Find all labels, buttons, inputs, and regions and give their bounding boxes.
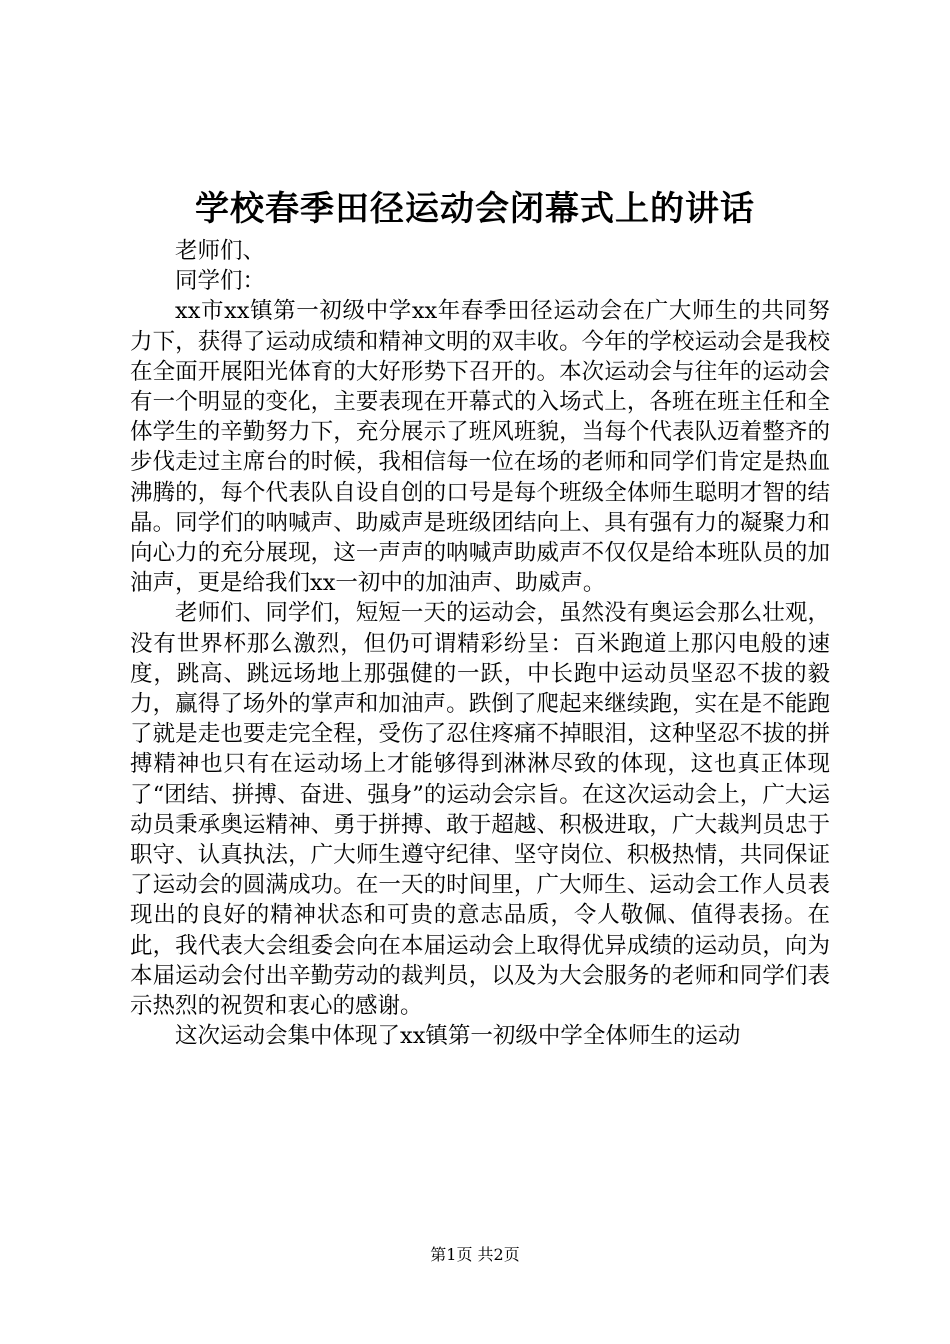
paragraph-1: xx市xx镇第一初级中学xx年春季田径运动会在广大师生的共同努力下，获得了运动成绩和精神文明的双丰收。今年的学校运动会是我校在全面开展阳光体育的大好形势下召开的。本次运动会与往年的运动会有一个明显的变化，主要表现在开幕式的入场式上，各班在班主任和全体学生的辛勤努力下，充分展示了班风班貌，当每个代表队迈着整齐的步伐走过主席台的时候，我相信每一位在场的老师和同学们肯定是热血沸腾的，每个代表队自设自创的口号是每个班级全体师生聪明才智的结晶。同学们的呐喊声、助威声是班级团结向上、具有强有力的凝聚力和向心力的充分展现，这一声声的呐喊声助威声不仅仅是给本班队员的加油声，更是给我们xx一初中的加油声、助威声。 [130, 298, 830, 597]
salutation-students: 同学们： [175, 268, 266, 295]
paragraph-2: 老师们、同学们，短短一天的运动会，虽然没有奥运会那么壮观，没有世界杯那么激烈，但仍可谓精彩纷呈：百米跑道上那闪电般的速度，跳高、跳远场地上那强健的一跃，中长跑中运动员坚忍不拔的毅力，赢得了场外的掌声和加油声。跌倒了爬起来继续跑，实在是不能跑了就是走也要走完全程，受伤了忍住疼痛不掉眼泪，这种坚忍不拔的拼搏精神也只有在运动场上才能够得到淋淋尽致的体现，这也真正体现了“团结、拼搏、奋进、强身”的运动会宗旨。在这次运动会上，广大运动员秉承奥运精神、勇于拼搏、敢于超越、积极进取，广大裁判员忠于职守、认真执法，广大师生遵守纪律、坚守岗位、积极热情，共同保证了运动会的圆满成功。在一天的时间里，广大师生、运动会工作人员表现出的良好的精神状态和可贵的意志品质，令人敬佩、值得表扬。在此，我代表大会组委会向在本届运动会上取得优异成绩的运动员，向为本届运动会付出辛勤劳动的裁判员，以及为大会服务的老师和同学们表示热烈的祝贺和衷心的感谢。 [130, 600, 830, 1020]
paragraph-3: 这次运动会集中体现了xx镇第一初级中学全体师生的运动 [175, 1023, 741, 1050]
page-number-footer: 第1页 共2页 [430, 1245, 520, 1264]
document-title: 学校春季田径运动会闭幕式上的讲话 [195, 189, 755, 229]
salutation-teachers: 老师们、 [175, 238, 266, 264]
document-body [130, 236, 830, 1051]
